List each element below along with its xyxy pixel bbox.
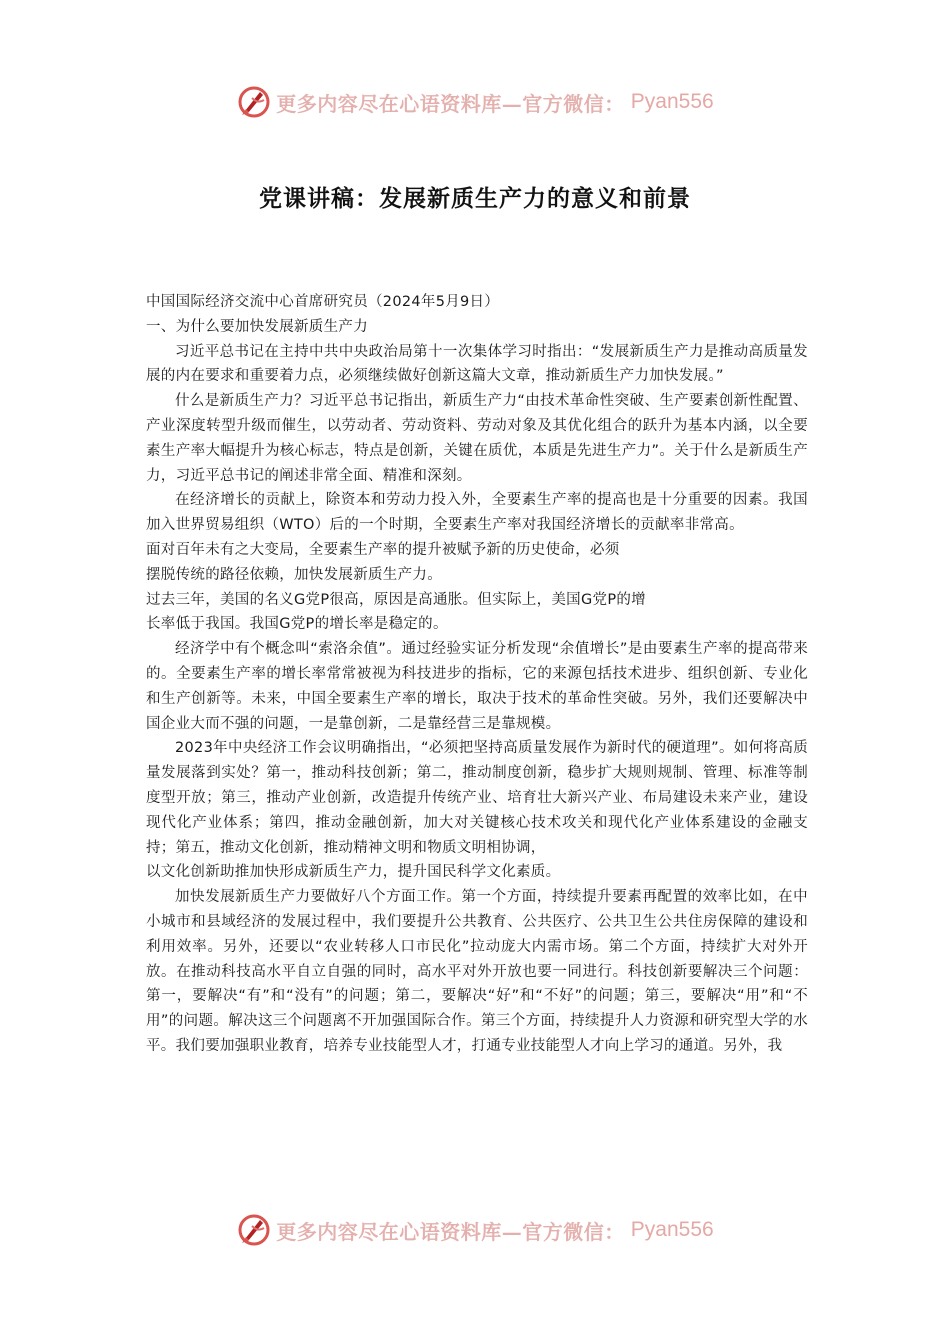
document-body (146, 290, 808, 1059)
document-title: 党课讲稿：发展新质生产力的意义和前景 (259, 186, 691, 212)
paragraph: 什么是新质生产力？习近平总书记指出，新质生产力“由技术革命性突破、生产要素创新性配置、产业深度转型升级而催生，以劳动者、劳动资料、劳动对象及其优化组合的跃升为基本内涵，以全要素生产率大幅提升为核心标志，特点是创新，关键在质优，本质是先进生产力”。关于什么是新质生产力，习近平总书记的阐述非常全面、精准和深刻。 (146, 393, 808, 484)
section-heading: 一、为什么要加快发展新质生产力 (146, 318, 368, 335)
pen-logo-icon (236, 84, 272, 120)
header-banner (0, 82, 950, 122)
paragraph-line: 长率低于我国。我国G党P的增长率是稳定的。 (146, 616, 448, 633)
pen-logo-icon (236, 1212, 272, 1248)
paragraph-line: 过去三年，美国的名义G党P很高，原因是高通胀。但实际上，美国G党P的增 (146, 591, 646, 608)
footer-banner (0, 1210, 950, 1250)
banner-wechat-id: Pyan556 (630, 1218, 714, 1241)
paragraph-line: 摆脱传统的路径依赖，加快发展新质生产力。 (146, 566, 442, 583)
banner-text: 更多内容尽在心语资料库—官方微信： (276, 91, 625, 116)
paragraph-line: 以文化创新助推加快形成新质生产力，提升国民科学文化素质。 (146, 864, 561, 881)
paragraph: 加快发展新质生产力要做好八个方面工作。第一个方面，持续提升要素再配置的效率比如，在中小城市和县域经济的发展过程中，我们要提升公共教育、公共医疗、公共卫生公共住房保障的建设和利用效率。另外，还要以“农业转移人口市民化”拉动庞大内需市场。第二个方面，持续扩大对外开放。在推动科技高水平自立自强的同时，高水平对外开放也要一同进行。科技创新要解决三个问题：第一，要解决“有”和“没有”的问题；第二，要解决“好”和“不好”的问题；第三，要解决“用”和“不用”的问题。解决这三个问题离不开加强国际合作。第三个方面，持续提升人力资源和研究型大学的水平。我们要加强职业教育，培养专业技能型人才，打通专业技能型人才向上学习的通道。另外，我 (146, 889, 808, 1054)
paragraph-line: 面对百年未有之大变局，全要素生产率的提升被赋予新的历史使命，必须 (146, 541, 620, 558)
banner-wechat-id: Pyan556 (630, 90, 714, 113)
author-line: 中国国际经济交流中心首席研究员（2024年5月9日） (146, 294, 500, 310)
banner-text: 更多内容尽在心语资料库—官方微信： (276, 1219, 625, 1244)
paragraph: 2023年中央经济工作会议明确指出，“必须把坚持高质量发展作为新时代的硬道理”。如何将高质量发展落到实处？第一，推动科技创新；第二，推动制度创新，稳步扩大规则规制、管理、标准等制度型开放；第三，推动产业创新，改造提升传统产业、培育壮大新兴产业、布局建设未来产业，建设现代化产业体系；第四，推动金融创新，加大对关键核心技术攻关和现代化产业体系建设的金融支持；第五，推动文化创新，推动精神文明和物质文明相协调， (146, 740, 808, 856)
paragraph: 经济学中有个概念叫“索洛余值”。通过经验实证分析发现“余值增长”是由要素生产率的提高带来的。全要素生产率的增长率常常被视为科技进步的指标，它的来源包括技术进步、组织创新、专业化和生产创新等。未来，中国全要素生产率的增长，取决于技术的革命性突破。另外，我们还要解决中国企业大而不强的问题，一是靠创新，二是靠经营三是靠规模。 (146, 641, 808, 732)
paragraph: 习近平总书记在主持中共中央政治局第十一次集体学习时指出：“发展新质生产力是推动高质量发展的内在要求和重要着力点，必须继续做好创新这篇大文章，推动新质生产力加快发展。” (146, 343, 808, 385)
paragraph: 在经济增长的贡献上，除资本和劳动力投入外，全要素生产率的提高也是十分重要的因素。我国加入世界贸易组织（WTO）后的一个时期，全要素生产率对我国经济增长的贡献率非常高。 (146, 492, 808, 534)
